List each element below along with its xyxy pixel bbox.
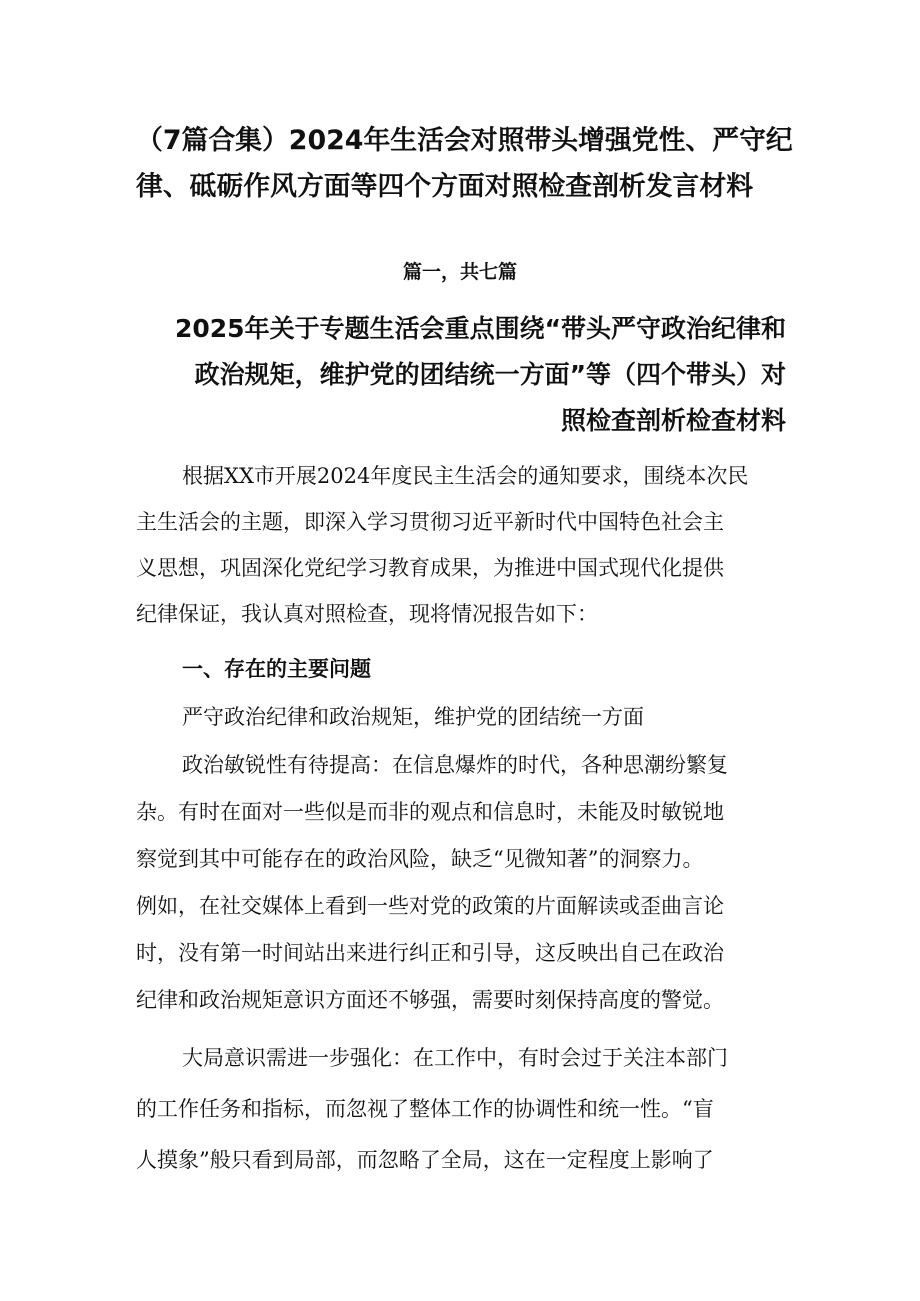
sub-title-line: 2025年关于专题生活会重点围绕“带头严守政治纪律和 xyxy=(174,314,786,343)
paragraph-line: 的工作任务和指标，而忽视了整体工作的协调性和统一性。“盲 xyxy=(136,1097,714,1121)
intro-line: 义思想，巩固深化党纪学习教育成果，为推进中国式现代化提供 xyxy=(136,556,724,580)
paragraph-line: 例如，在社交媒体上看到一些对党的政策的片面解读或歪曲言论 xyxy=(136,894,724,918)
paragraph-line: 纪律和政治规矩意识方面还不够强，需要时刻保持高度的警觉。 xyxy=(136,988,724,1012)
sub-title xyxy=(136,306,786,444)
paragraph-line: 大局意识需进一步强化：在工作中，有时会过于关注本部门 xyxy=(182,1046,728,1070)
paragraph-line: 察觉到其中可能存在的政治风险，缺乏“见微知著”的洞察力。 xyxy=(136,847,704,871)
intro-line: 主生活会的主题，即深入学习贯彻习近平新时代中国特色社会主 xyxy=(136,510,724,534)
main-title-line: （7篇合集）2024年生活会对照带头增强党性、严守纪 xyxy=(136,125,793,156)
paragraph-line: 人摸象”般只看到局部，而忽略了全局，这在一定程度上影响了 xyxy=(136,1148,714,1172)
sub-title-line: 照检查剖析检查材料 xyxy=(560,406,786,435)
sub-title-line: 政治规矩，维护党的团结统一方面”等（四个带头）对 xyxy=(194,360,786,389)
paragraph-line: 杂。有时在面对一些似是而非的观点和信息时，未能及时敏锐地 xyxy=(136,800,724,824)
subsection-line: 严守政治纪律和政治规矩，维护党的团结统一方面 xyxy=(182,705,644,729)
main-title-line: 律、砥砺作风方面等四个方面对照检查剖析发言材料 xyxy=(136,171,754,202)
part-label: 篇一，共七篇 xyxy=(402,261,517,283)
paragraph-line: 时，没有第一时间站出来进行纠正和引导，这反映出自己在政治 xyxy=(136,941,724,965)
intro-line: 根据XX市开展2024年度民主生活会的通知要求，围绕本次民 xyxy=(182,464,749,488)
section-heading: 一、存在的主要问题 xyxy=(182,657,371,681)
paragraph-line: 政治敏锐性有待提高：在信息爆炸的时代，各种思潮纷繁复 xyxy=(182,753,728,777)
intro-line: 纪律保证，我认真对照检查，现将情况报告如下： xyxy=(136,602,598,626)
main-title xyxy=(136,118,796,210)
